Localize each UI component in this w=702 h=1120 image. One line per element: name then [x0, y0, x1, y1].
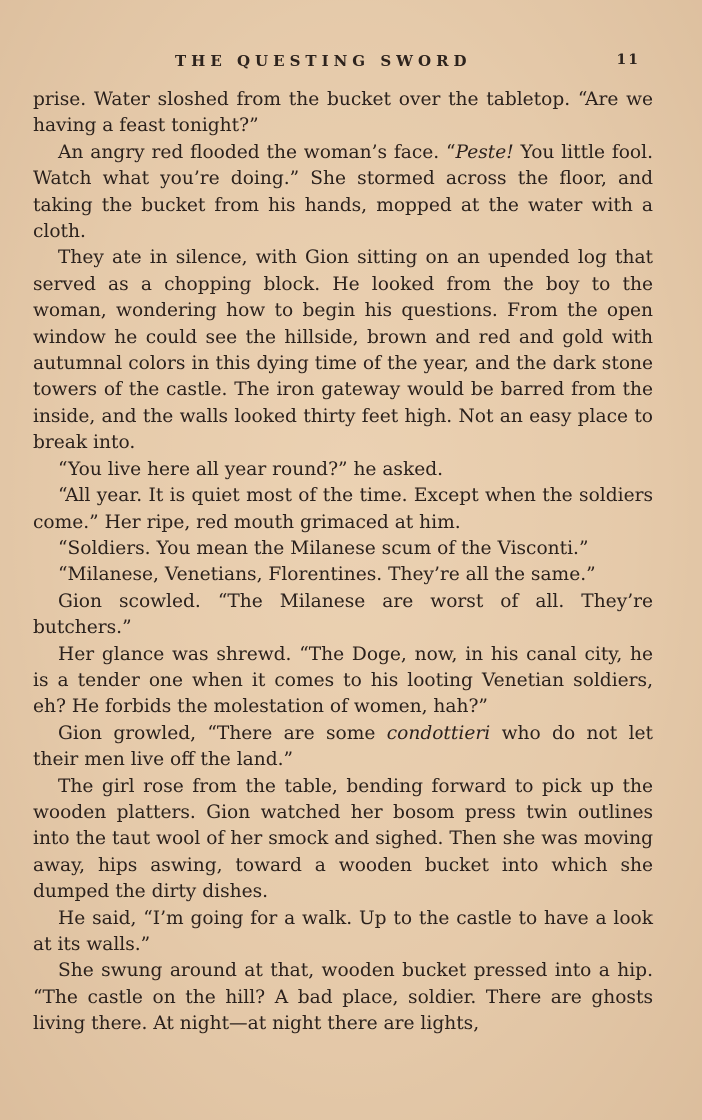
paragraph: She swung around at that, wooden bucket pressed into a hip. “The castle on the hill? A bad place, soldier. There are ghosts living there. At night—at night there are lights, [33, 960, 653, 1035]
running-head [0, 52, 702, 72]
italic-text: Peste! [455, 141, 514, 163]
paragraph: Gion scowled. “The Milanese are worst of all. They’re butchers.” [33, 590, 653, 639]
italic-text: condottieri [386, 722, 491, 744]
paragraph: The girl rose from the table, bending forward to pick up the wooden platters. Gion watched her bosom press twin outlines into the taut wool of her smock and sighed. Then she was moving away, hips aswing, toward a wooden bucket into which she dumped the dirty dishes. [33, 775, 653, 903]
body-text [33, 87, 653, 1038]
paragraph: Gion growled, “There are some condottieri who do not let their men live off the land.” [33, 722, 653, 771]
paragraph: He said, “I’m going for a walk. Up to the castle to have a look at its walls.” [33, 907, 653, 955]
paragraph: Her glance was shrewd. “The Doge, now, in his canal city, he is a tender one when it comes to his looting Venetian soldiers, eh? He forbids the molestation of women, hah?” [33, 643, 653, 718]
paragraph: They ate in silence, with Gion sitting on an upended log that served as a chopping block. He looked from the boy to the woman, wondering how to begin his questions. From the open window he could see the hillside, brown and red and gold with autumnal colors in this dying time of the year, and the dark stone towers of the castle. The iron gateway would be barred from the inside, and the walls looked thirty feet high. Not an easy place to break into. [33, 247, 653, 454]
paragraph: “All year. It is quiet most of the time. Except when the soldiers come.” Her ripe, red mouth grimaced at him. [33, 485, 653, 533]
paragraph: “Milanese, Venetians, Florentines. They’re all the same.” [58, 564, 596, 586]
paragraph: An angry red flooded the woman’s face. “Peste! You little fool. Watch what you’re doing.” She stormed across the floor, and taking the bucket from his hands, mopped at the water with a cloth. [33, 141, 653, 243]
paragraph: prise. Water sloshed from the bucket over the tabletop. “Are we having a feast tonight?” [33, 89, 653, 137]
paragraph: “You live here all year round?” he asked. [58, 458, 444, 480]
paragraph: “Soldiers. You mean the Milanese scum of the Visconti.” [58, 537, 589, 559]
page-number: 11 [616, 52, 640, 68]
running-title: THE QUESTING SWORD [175, 52, 472, 70]
